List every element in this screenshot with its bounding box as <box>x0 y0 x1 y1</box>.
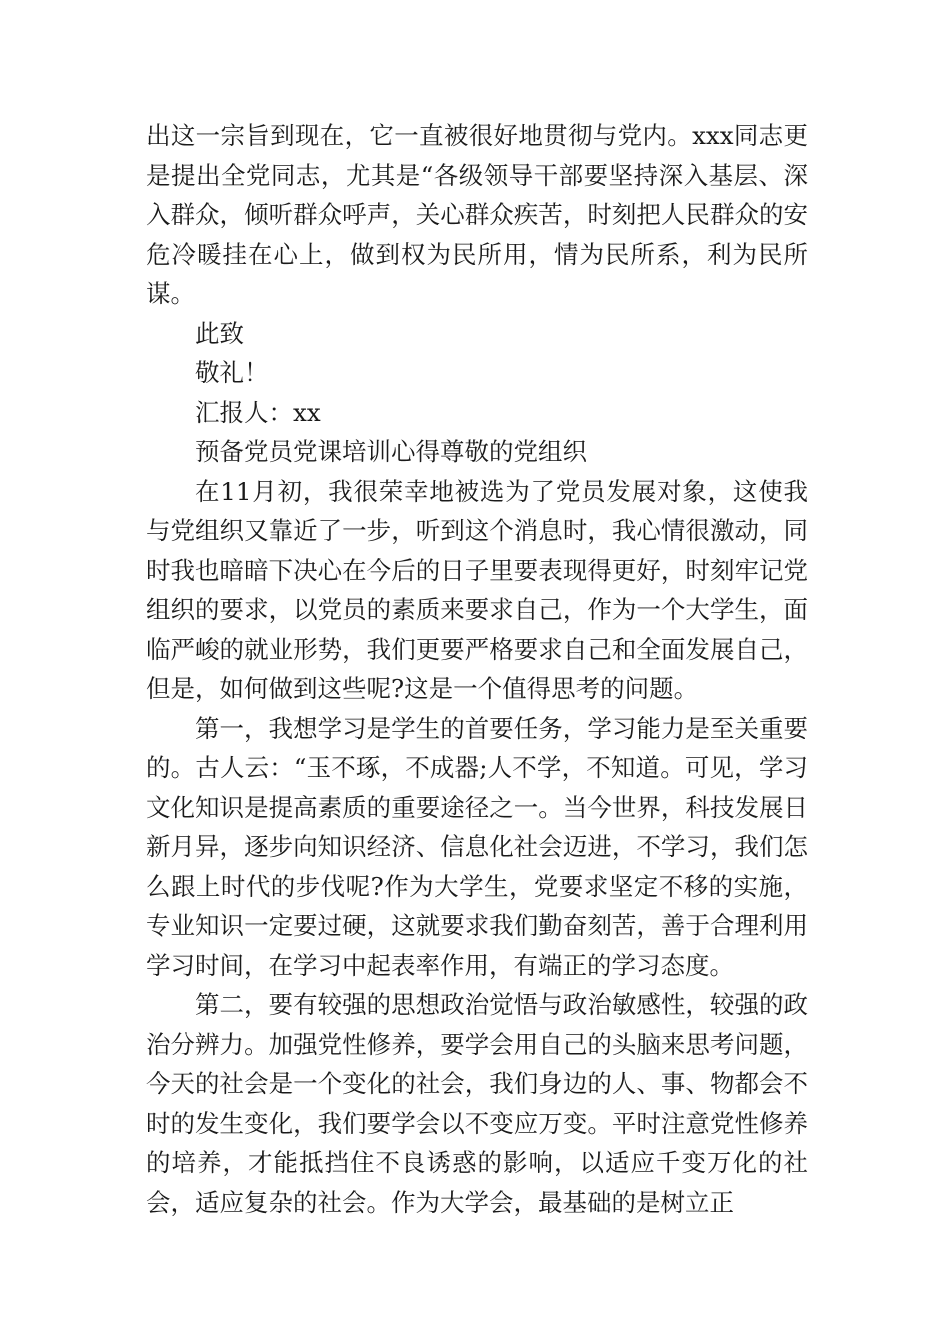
reporter-signature: 汇报人：xx <box>195 397 321 427</box>
closing-regards: 敬礼！ <box>195 358 269 387</box>
paragraph-point-one: 第一，我想学习是学生的首要任务，学习能力是至关重要的。古人云：“玉不琢，不成器;人不学，不知道。可见，学习文化知识是提高素质的重要途径之一。当今世界，科技发展日新月异，逐步向知识经济、信息化社会迈进，不学习，我们怎么跟上时代的步伐呢?作为大学生，党要求坚定不移的实施，专业知识一定要过硬，这就要求我们勤奋刻苦，善于合理利用学习时间，在学习中起表率作用，有端正的学习态度。 <box>146 713 808 980</box>
document-page <box>146 116 808 1222</box>
section-heading: 预备党员党课培训心得尊敬的党组织 <box>195 437 587 466</box>
closing-salutation: 此致 <box>195 318 244 348</box>
paragraph-point-two: 第二，要有较强的思想政治觉悟与政治敏感性，较强的政治分辨力。加强党性修养，要学会用自己的头脑来思考问题，今天的社会是一个变化的社会，我们身边的人、事、物都会不时的发生变化，我们要学会以不变应万变。平时注意党性修养的培养，才能抵挡住不良诱惑的影响，以适应千变万化的社会，适应复杂的社会。作为大学会，最基础的是树立正 <box>146 990 808 1217</box>
paragraph-continuation: 出这一宗旨到现在，它一直被很好地贯彻与党内。xxx同志更是提出全党同志，尤其是“各级领导干部要坚持深入基层、深入群众，倾听群众呼声，关心群众疾苦，时刻把人民群众的安危冷暖挂在心上，做到权为民所用，情为民所系，利为民所谋。 <box>146 121 808 308</box>
paragraph-intro: 在11月初，我很荣幸地被选为了党员发展对象，这使我与党组织又靠近了一步，听到这个消息时，我心情很激动，同时我也暗暗下决心在今后的日子里要表现得更好，时刻牢记党组织的要求，以党员的素质来要求自己，作为一个大学生，面临严峻的就业形势，我们更要严格要求自己和全面发展自己，但是，如何做到这些呢?这是一个值得思考的问题。 <box>146 476 808 703</box>
